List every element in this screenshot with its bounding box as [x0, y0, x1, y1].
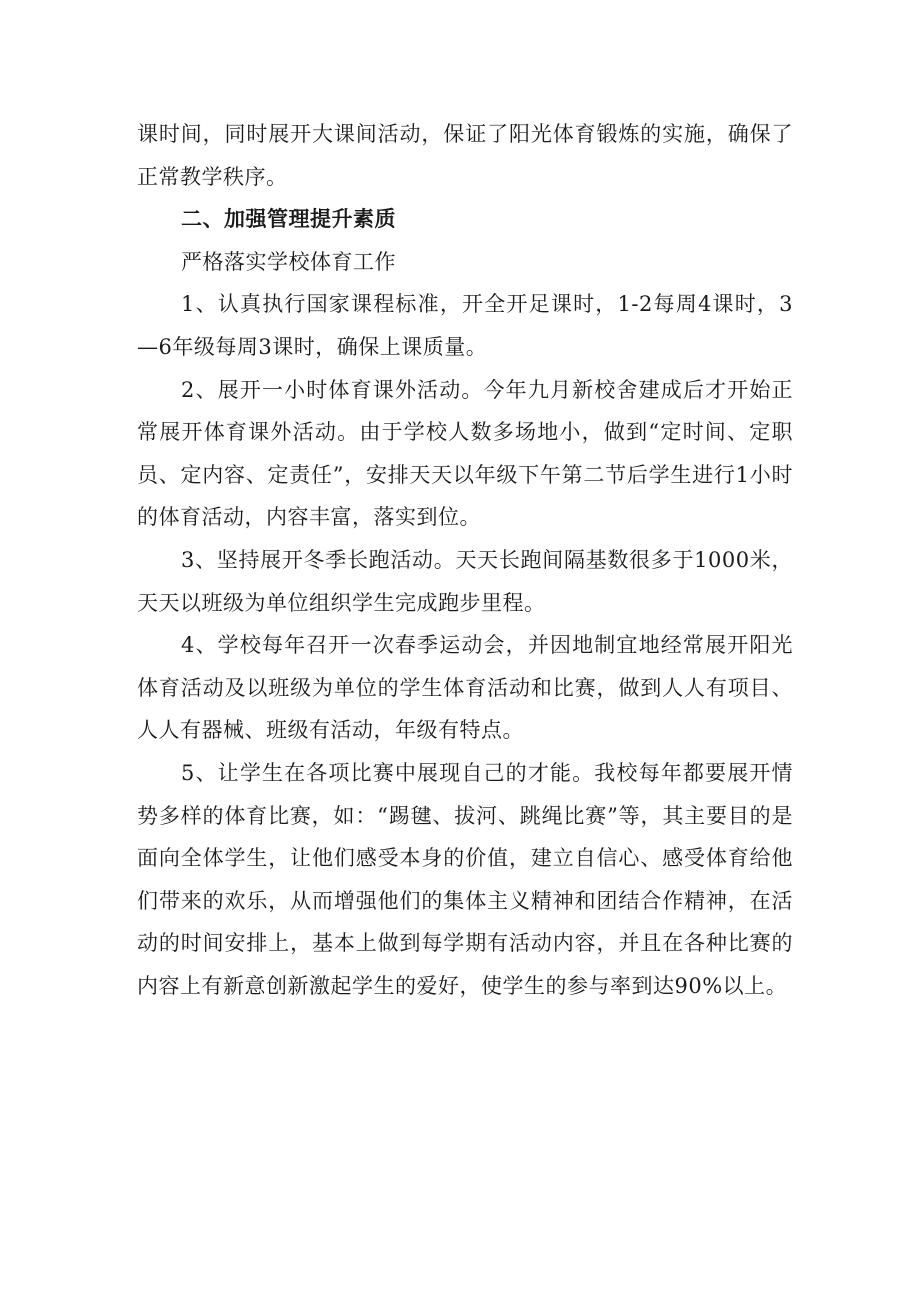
- paragraph-item-5: 5、让学生在各项比赛中展现自己的才能。我校每年都要展开情势多样的体育比赛，如：“踢毽、拔河、跳绳比赛”等，其主要目的是面向全体学生，让他们感受本身的价值，建立自信心、感受体育给他们带来的欢乐，从而增强他们的集体主义精神和团结合作精神，在活动的时间安排上，基本上做到每学期有活动内容，并且在各种比赛的内容上有新意创新激起学生的爱好，使学生的参与率到达90%以上。: [137, 760, 793, 998]
- paragraph-item-2: 2、展开一小时体育课外活动。今年九月新校舍建成后才开始正常展开体育课外活动。由于学校人数多场地小，做到“定时间、定职员、定内容、定责任”，安排天天以年级下午第二节后学生进行1小时的体育活动，内容丰富，落实到位。: [137, 377, 793, 530]
- document-body: [137, 113, 793, 1007]
- paragraph-item-4: 4、学校每年召开一次春季运动会，并因地制宜地经常展开阳光体育活动及以班级为单位的学生体育活动和比赛，做到人人有项目、人人有器械、班级有活动，年级有特点。: [137, 633, 793, 743]
- paragraph-continuation: 课时间，同时展开大课间活动，保证了阳光体育锻炼的实施，确保了正常教学秩序。: [137, 122, 793, 189]
- section-heading: 二、加强管理提升素质: [181, 207, 396, 232]
- paragraph-item-3: 3、坚持展开冬季长跑活动。天天长跑间隔基数很多于1000米，天天以班级为单位组织学生完成跑步里程。: [137, 547, 793, 615]
- paragraph-item-1: 1、认真执行国家课程标准，开全开足课时，1-2每周4课时，3—6年级每周3课时，确保上课质量。: [137, 292, 793, 359]
- subheading-paragraph: 严格落实学校体育工作: [181, 249, 396, 274]
